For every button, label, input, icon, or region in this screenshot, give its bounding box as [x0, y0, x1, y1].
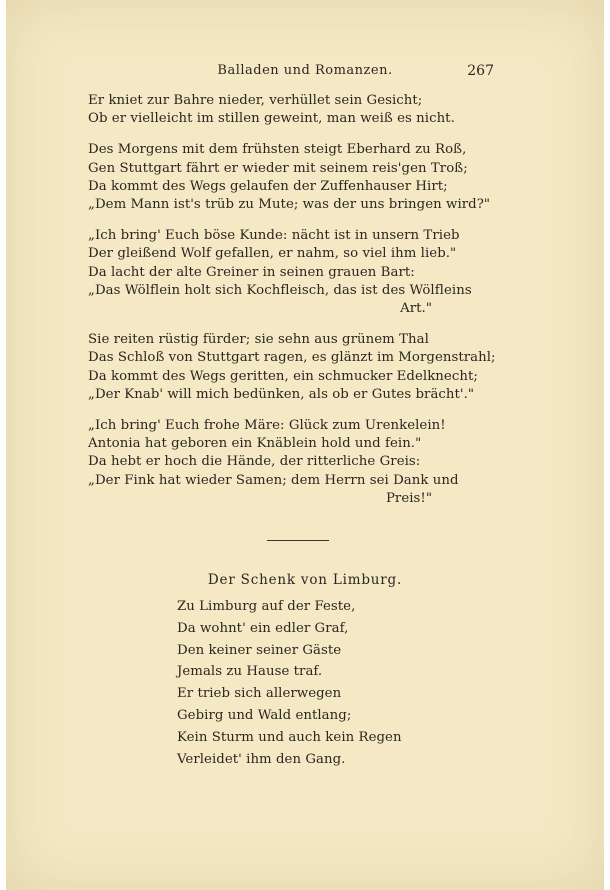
verse-line: Sie reiten rüstig fürder; sie sehn aus grünem Thal [88, 332, 429, 348]
verse-line: „Der Knab' will mich bedünken, als ob er Gutes brächt'." [88, 386, 475, 402]
verse-line: Gebirg und Wald entlang; [177, 707, 352, 723]
verse-line: „Ich bring' Euch frohe Märe: Glück zum Urenkelein! [88, 418, 446, 434]
section-divider [267, 540, 329, 541]
poem-title: Der Schenk von Limburg. [207, 572, 403, 588]
verse-line: Da wohnt' ein edler Graf, [177, 620, 349, 636]
stanza [88, 417, 508, 508]
stanza [88, 227, 508, 318]
stanza [88, 141, 508, 214]
verse-line: Zu Limburg auf der Feste, [177, 599, 356, 614]
verse-line: Er kniet zur Bahre nieder, verhüllet sein Gesicht; [88, 93, 423, 108]
verse-line-continuation: Preis!" [385, 490, 432, 506]
ballad-text [88, 92, 508, 521]
book-page [6, 0, 604, 890]
verse-line: Da hebt er hoch die Hände, der ritterliche Greis: [88, 454, 421, 470]
page-header [6, 63, 604, 83]
verse-line-continuation: Art." [400, 301, 432, 317]
verse-line: Er trieb sich allerwegen [177, 686, 342, 702]
verse-line: Verleidet' ihm den Gang. [177, 751, 346, 767]
verse-line: Gen Stuttgart fährt er wieder mit seinem reis'gen Troß; [88, 160, 468, 176]
verse-line: Das Schloß von Stuttgart ragen, es glänzt im Morgenstrahl; [88, 350, 496, 366]
verse-line: Da lacht der alte Greiner in seinen grauen Bart: [88, 264, 415, 280]
verse-line: Da kommt des Wegs gelaufen der Zuffenhauser Hirt; [88, 178, 448, 194]
verse-line: Antonia hat geboren ein Knäblein hold und fein." [88, 436, 422, 452]
verse-line: Ob er vielleicht im stillen geweint, man weiß es nicht. [88, 111, 455, 127]
stanza [88, 92, 508, 128]
verse-line: Der gleißend Wolf gefallen, er nahm, so viel ihm lieb." [88, 246, 457, 262]
verse-line: „Der Fink hat wieder Samen; dem Herrn sei Dank und [88, 472, 459, 488]
poem-text [177, 596, 402, 770]
verse-line: Da kommt des Wegs geritten, ein schmucker Edelknecht; [88, 368, 478, 384]
verse-line: „Dem Mann ist's trüb zu Mute; was der uns bringen wird?" [88, 197, 491, 213]
verse-line: Des Morgens mit dem frühsten steigt Eberhard zu Roß, [88, 142, 467, 158]
verse-line: Kein Sturm und auch kein Regen [177, 729, 402, 745]
verse-line: „Das Wölflein holt sich Kochfleisch, das ist des Wölfleins [88, 282, 472, 298]
stanza [88, 331, 508, 404]
verse-line: „Ich bring' Euch böse Kunde: nächt ist in unsern Trieb [88, 228, 460, 244]
verse-line: Jemals zu Hause traf. [177, 664, 323, 680]
running-title: Balladen und Romanzen. [217, 63, 393, 78]
verse-line: Den keiner seiner Gäste [177, 642, 342, 658]
page-number: 267 [467, 63, 494, 79]
